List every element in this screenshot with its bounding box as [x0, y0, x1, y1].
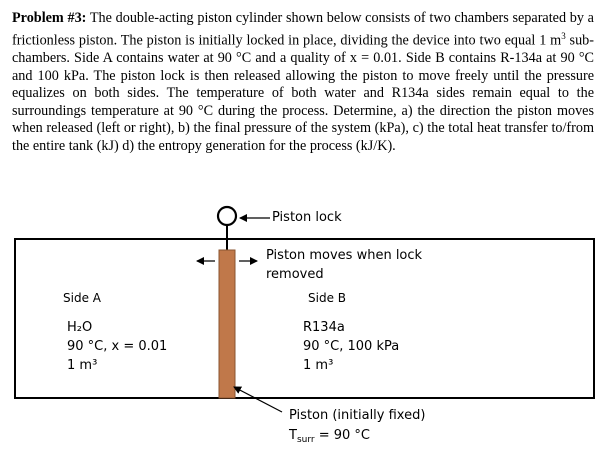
piston-label-arrow	[234, 387, 282, 412]
piston-moves-label-1: Piston moves when lock	[266, 248, 423, 263]
tsurr-label	[289, 427, 370, 449]
side-a-volume: 1 m³	[67, 358, 98, 373]
piston-label: Piston (initially fixed)	[289, 408, 426, 423]
side-b-substance: R134a	[303, 320, 345, 335]
problem-text-part1: The double-acting piston cylinder shown below consists of two chambers separated by a frictionless piston. The piston is initially locked in place, dividing the device into two equal 1 m	[12, 10, 594, 49]
side-b-volume: 1 m³	[303, 358, 334, 373]
tsurr-subscript: surr	[296, 435, 315, 445]
piston-moves-label-2: removed	[266, 267, 324, 282]
side-a-title: Side A	[63, 291, 101, 305]
side-b-title: Side B	[308, 291, 346, 305]
problem-label: Problem #3:	[12, 10, 87, 26]
side-a-state: 90 °C, x = 0.01	[67, 339, 168, 354]
piston-lock-icon	[218, 207, 236, 225]
side-a-substance: H₂O	[67, 320, 93, 335]
side-b-state: 90 °C, 100 kPa	[303, 339, 400, 354]
piston-lock-label: Piston lock	[272, 210, 342, 225]
tsurr-symbol: T	[289, 428, 297, 443]
piston	[219, 250, 235, 398]
problem-text-sup: 3	[561, 30, 566, 41]
problem-text-part2: sub-chambers. Side A contains water at 90 °C and a quality of x = 0.01. Side B contains R-134a at 90 °C and 100 kPa. The piston lock is then released allowing the piston to move freely until the pressure equalizes on both sides. The temperature of both water and R134a sides remain equal to the surroundings temperature at 90 °C during the process. Determine, a) the direction the piston moves when released (left or right), b) the final pressure of the system (kPa), c) the total heat transfer to/from the entire tank (kJ) d) the entropy generation for the process (kJ/K).	[12, 32, 594, 154]
tsurr-value: = 90 °C	[314, 428, 371, 443]
